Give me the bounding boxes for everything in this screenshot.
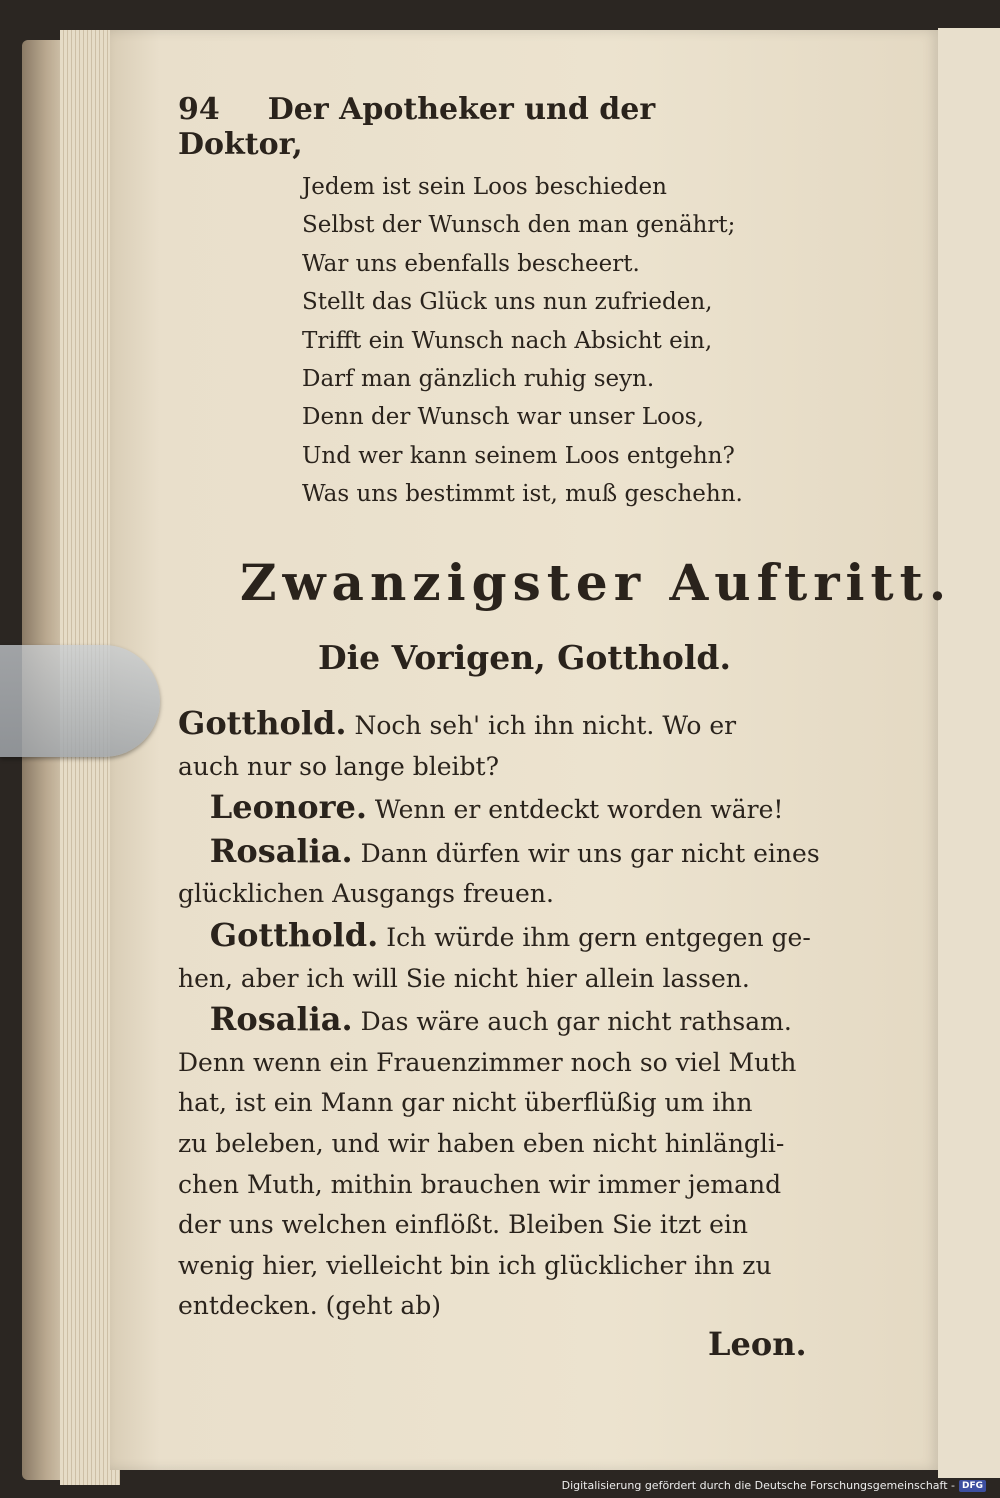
- speaker-name: Gotthold.: [209, 915, 379, 954]
- speech-text: Ich würde ihm gern entgegen ge-: [386, 922, 811, 952]
- verse-line: Jedem ist sein Loos beschieden: [302, 174, 667, 200]
- dialogue-line: hen, aber ich will Sie nicht hier allein lassen.: [178, 963, 750, 993]
- speaker-name: Rosalia.: [209, 1000, 353, 1039]
- dialogue-line: auch nur so lange bleibt?: [178, 751, 499, 781]
- speech-text: Noch seh' ich ihn nicht. Wo er: [354, 711, 737, 740]
- speech-text: Das wäre auch gar nicht rathsam.: [360, 1007, 792, 1037]
- speaker-name: Rosalia.: [209, 831, 353, 870]
- scene-title: Zwanzigster Auftritt.: [240, 553, 953, 612]
- verse-line: War uns ebenfalls bescheert.: [302, 250, 640, 277]
- dialogue-line: Denn wenn ein Frauenzimmer noch so viel Muth: [178, 1047, 797, 1077]
- verse-line: Und wer kann seinem Loos entgehn?: [302, 442, 735, 469]
- speaker-name: Gotthold.: [178, 704, 347, 742]
- verse-line: Stellt das Glück uns nun zufrieden,: [302, 289, 713, 316]
- scene-cast: Die Vorigen, Gotthold.: [318, 638, 731, 677]
- dialogue-line: [178, 831, 838, 875]
- dialogue-line: wenig hier, vielleicht bin ich glücklicher ihn zu: [178, 1250, 772, 1280]
- running-title: Der Apotheker und der Doktor,: [178, 92, 656, 162]
- digitization-footer: [562, 1479, 986, 1492]
- speech-text: Dann dürfen wir uns gar nicht eines: [360, 838, 820, 868]
- dialogue-line: der uns welchen einflößt. Bleiben Sie itzt ein: [178, 1210, 749, 1240]
- page-clip-bookmark: [0, 645, 160, 757]
- dialogue-block: [178, 703, 838, 1327]
- verse-line: Darf man gänzlich ruhig seyn.: [302, 366, 655, 393]
- dialogue-line: glücklichen Ausgangs freuen.: [178, 879, 554, 909]
- page-number: 94: [178, 92, 220, 127]
- speaker-name: Leonore.: [209, 788, 367, 827]
- facing-page-edge: [938, 28, 1000, 1478]
- dialogue-line: [178, 787, 838, 831]
- verse-line: Trifft ein Wunsch nach Absicht ein,: [302, 327, 713, 354]
- verse-block: [302, 168, 782, 514]
- dialogue-line: entdecken. (geht ab): [178, 1291, 441, 1321]
- verse-line: Denn der Wunsch war unser Loos,: [302, 404, 704, 431]
- dialogue-line: hat, ist ein Mann gar nicht überflüßig um ihn: [178, 1088, 753, 1118]
- dialogue-line: chen Muth, mithin brauchen wir immer jemand: [178, 1169, 782, 1199]
- verse-line: Selbst der Wunsch den man genährt;: [302, 212, 736, 239]
- dialogue-line: [178, 915, 838, 959]
- catchword: Leon.: [708, 1325, 807, 1363]
- dialogue-line: [178, 703, 838, 747]
- dialogue-line: [178, 999, 838, 1043]
- digitization-credit: Digitalisierung gefördert durch die Deutsche Forschungsgemeinschaft -: [561, 1479, 955, 1492]
- running-header: [178, 92, 738, 162]
- speech-text: Wenn er entdeckt worden wäre!: [374, 795, 784, 825]
- dfg-logo: DFG: [959, 1480, 986, 1492]
- dialogue-line: zu beleben, und wir haben eben nicht hinlängli-: [178, 1128, 785, 1158]
- verse-line: Was uns bestimmt ist, muß geschehn.: [302, 481, 743, 508]
